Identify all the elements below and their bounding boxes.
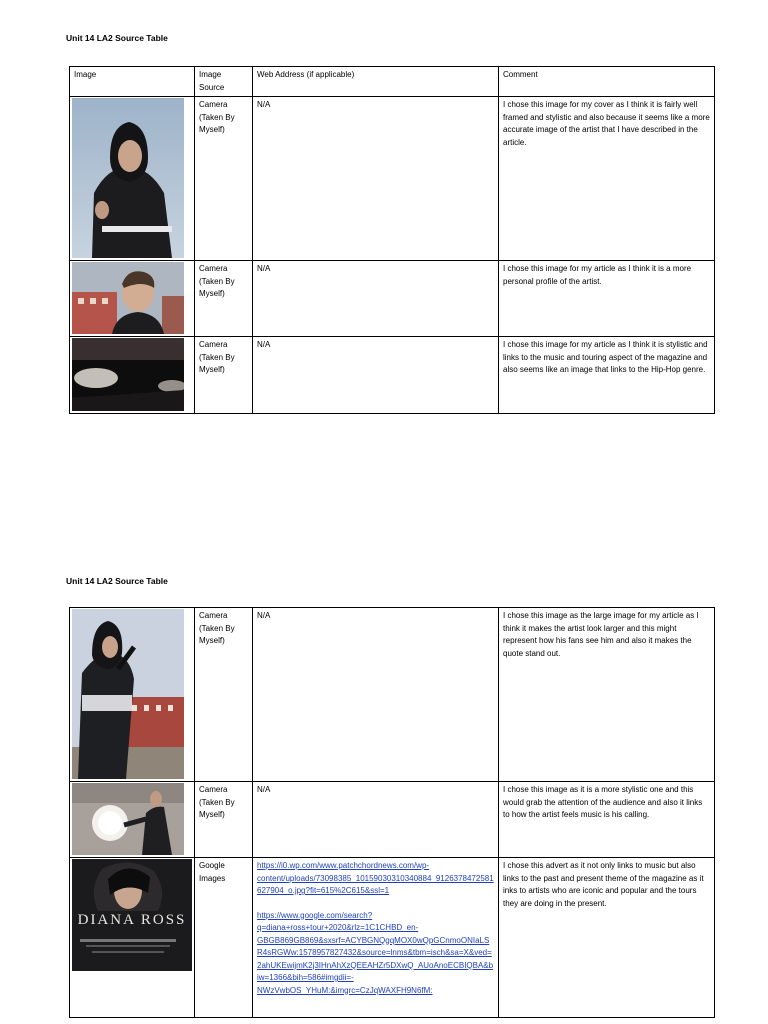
photo-artist-microphone — [72, 609, 192, 779]
page2-title: Unit 14 LA2 Source Table — [66, 576, 168, 586]
web-address-cell: N/A — [253, 261, 499, 337]
table-row — [70, 261, 715, 337]
photo-dark-tunnel — [72, 338, 192, 411]
table-row — [70, 782, 715, 858]
header-image-source: Image Source — [195, 67, 253, 97]
image-source-cell: Camera (Taken By Myself) — [195, 261, 253, 337]
source-link-1[interactable]: https://i0.wp.com/www.patchchordnews.com/wp-content/uploads/73098385_10159030310340884_9126378472581627904_o.jpg?fit=615%2C615&ssl=1 — [257, 861, 494, 895]
header-comment: Comment — [499, 67, 715, 97]
table-row — [70, 858, 715, 1018]
web-address-cell: N/A — [253, 337, 499, 414]
page1-title: Unit 14 LA2 Source Table — [66, 33, 168, 43]
image-cell — [70, 337, 195, 414]
table-row — [70, 608, 715, 782]
image-source-cell: Google Images — [195, 858, 253, 1018]
image-cell — [70, 97, 195, 261]
photo-artist-profile — [72, 262, 192, 334]
table-header-row — [70, 67, 715, 97]
source-table-2 — [69, 607, 715, 1018]
poster-title: DIANA ROSS — [77, 912, 187, 928]
source-table-1 — [69, 66, 715, 414]
image-cell — [70, 858, 195, 1018]
image-source-cell: Camera (Taken By Myself) — [195, 782, 253, 858]
comment-cell: I chose this image as the large image for my article as I think it makes the artist look larger and this might represent how his fans see him and also it makes the quote stand out. — [499, 608, 715, 782]
image-source-cell: Camera (Taken By Myself) — [195, 97, 253, 261]
image-source-cell: Camera (Taken By Myself) — [195, 337, 253, 414]
table-row — [70, 97, 715, 261]
comment-cell: I chose this image for my cover as I think it is fairly well framed and stylistic and also because it seems like a more accurate image of the artist that I have described in the article. — [499, 97, 715, 261]
image-source-cell: Camera (Taken By Myself) — [195, 608, 253, 782]
image-cell — [70, 782, 195, 858]
source-link-2[interactable]: https://www.google.com/search?q=diana+ross+tour+2020&rlz=1C1CHBD_en-GBGB869GB869&sxsrf=ACYBGNQgqMOX0wQpGCnmoONIaLSR4sRGWw:1578957827432&source=lnms&tbm=isch&sa=X&ved=2ahUKEwijmK2j3IHnAhXzQEEAHZr5DXwQ_AUoAnoECBIQBA&biw=1366&bih=586#imgdii=-NWzVwbOS_YHuM:&imgrc=CzJqWAXFH9N6fM: — [257, 910, 494, 995]
header-image: Image — [70, 67, 195, 97]
web-address-cell: N/A — [253, 782, 499, 858]
link-gap — [257, 898, 494, 910]
header-web-address: Web Address (if applicable) — [253, 67, 499, 97]
image-cell — [70, 261, 195, 337]
table-row — [70, 337, 715, 414]
photo-diana-ross-poster — [72, 859, 192, 971]
photo-artist-light — [72, 783, 192, 855]
image-cell — [70, 608, 195, 782]
web-address-cell: N/A — [253, 97, 499, 261]
web-address-cell — [253, 858, 499, 1018]
comment-cell: I chose this image for my article as I think it is stylistic and links to the music and touring aspect of the magazine and also seems like an image that links to the Hip-Hop genre. — [499, 337, 715, 414]
comment-cell: I chose this image as it is a more stylistic one and this would grab the attention of the audience and also it links to how the artist feels music is his calling. — [499, 782, 715, 858]
comment-cell: I chose this advert as it not only links to music but also links to the past and present theme of the magazine as it inks to artists who are iconic and popular and the tours they are doing in the present. — [499, 858, 715, 1018]
photo-hooded-artist — [72, 98, 192, 258]
web-address-cell: N/A — [253, 608, 499, 782]
comment-cell: I chose this image for my article as I think it is a more personal profile of the artist. — [499, 261, 715, 337]
